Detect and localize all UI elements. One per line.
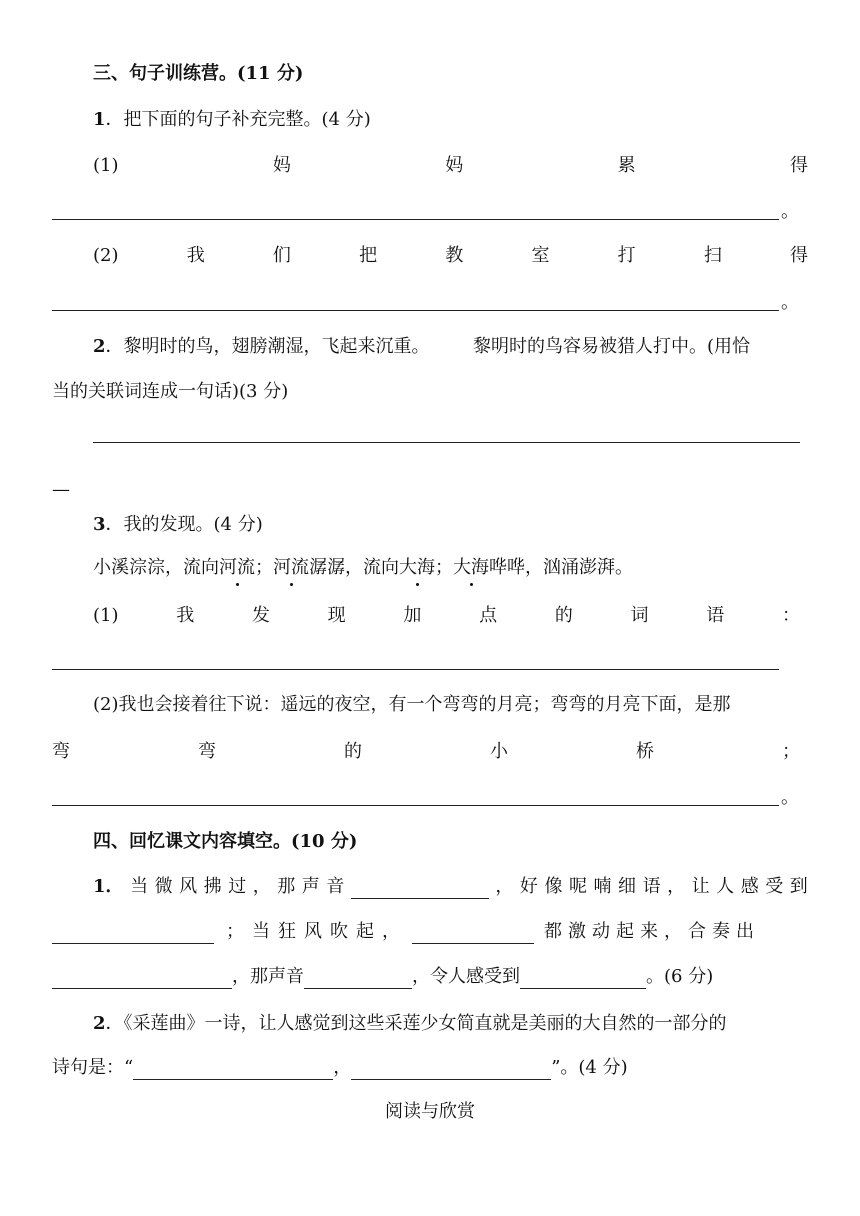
blank-play-out[interactable] [52, 970, 232, 989]
blank-sound-1[interactable] [351, 880, 489, 899]
q1-stem: 1．把下面的句子补充完整。(4 分) [93, 109, 371, 130]
q3-answer-line-1[interactable] [52, 669, 779, 670]
q3-stem: 3．我的发现。(4 分) [93, 514, 263, 535]
reading-section-heading: 阅读与欣赏 [385, 1101, 475, 1122]
blank-sound-2[interactable] [304, 970, 412, 989]
q1-answer-line-1[interactable] [52, 219, 779, 220]
q3-passage: 小溪淙淙，流向河流；河流潺潺，流向大海；大海哗哗，汹涌澎湃。 [93, 557, 633, 578]
q2-stem-line-1: 2．黎明时的鸟，翅膀潮湿，飞起来沉重。 [93, 336, 430, 357]
q1-sentence-1: (1) 妈 妈 累 得 [93, 155, 808, 176]
section-3-title: 三、句子训练营。(11 分) [93, 63, 304, 84]
q3-line-end: 。 [781, 787, 799, 808]
q1-sentence-2: (2) 我 们 把 教 室 打 扫 得 [93, 245, 808, 266]
q2-answer-line[interactable] [93, 442, 800, 443]
blank-feel-1[interactable] [52, 925, 214, 944]
blank-poem-line-1[interactable] [133, 1061, 333, 1080]
q2-answer-tail: — [52, 479, 70, 500]
s4-q2-line-1: 2．《采莲曲》一诗，让人感觉到这些采莲少女简直就是美丽的大自然的一部分的 [93, 1013, 727, 1034]
s4-q2-line-2: 诗句是：“ ， ”。(4 分) [52, 1057, 628, 1078]
section-4-title: 四、回忆课文内容填空。(10 分) [93, 831, 358, 852]
s4-q1-line-3: ，那声音 ，令人感受到 。(6 分) [52, 965, 713, 989]
q1-line-1-end: 。 [781, 201, 799, 222]
q2-stem-line-1b: 黎明时的鸟容易被猎人打中。(用恰 [473, 336, 751, 357]
q3-answer-line-2[interactable] [52, 805, 779, 806]
q3-part-1: (1) 我 发 现 加 点 的 词 语 ： [93, 605, 800, 626]
q3-part-2-line-1: (2)我也会接着往下说：遥远的夜空，有一个弯弯的月亮；弯弯的月亮下面，是那 [93, 694, 731, 715]
s4-q1-line-1: 1． 当 微 风 拂 过 ， 那 声 音 ， 好 像 呢 喃 细 语 ， 让 人 感 受 到 [93, 876, 808, 897]
q2-stem-line-2: 当的关联词连成一句话)(3 分) [52, 381, 289, 402]
s4-q1-line-2: ；当狂风吹起， 都激动起来，合奏出 [52, 920, 808, 944]
q1-answer-line-2[interactable] [52, 310, 779, 311]
blank-what-moves[interactable] [412, 925, 534, 944]
blank-feel-2[interactable] [520, 970, 646, 989]
q1-line-2-end: 。 [781, 292, 799, 313]
blank-poem-line-2[interactable] [351, 1061, 551, 1080]
q3-part-2-line-2: 弯 弯 的 小 桥 ； [52, 741, 800, 762]
